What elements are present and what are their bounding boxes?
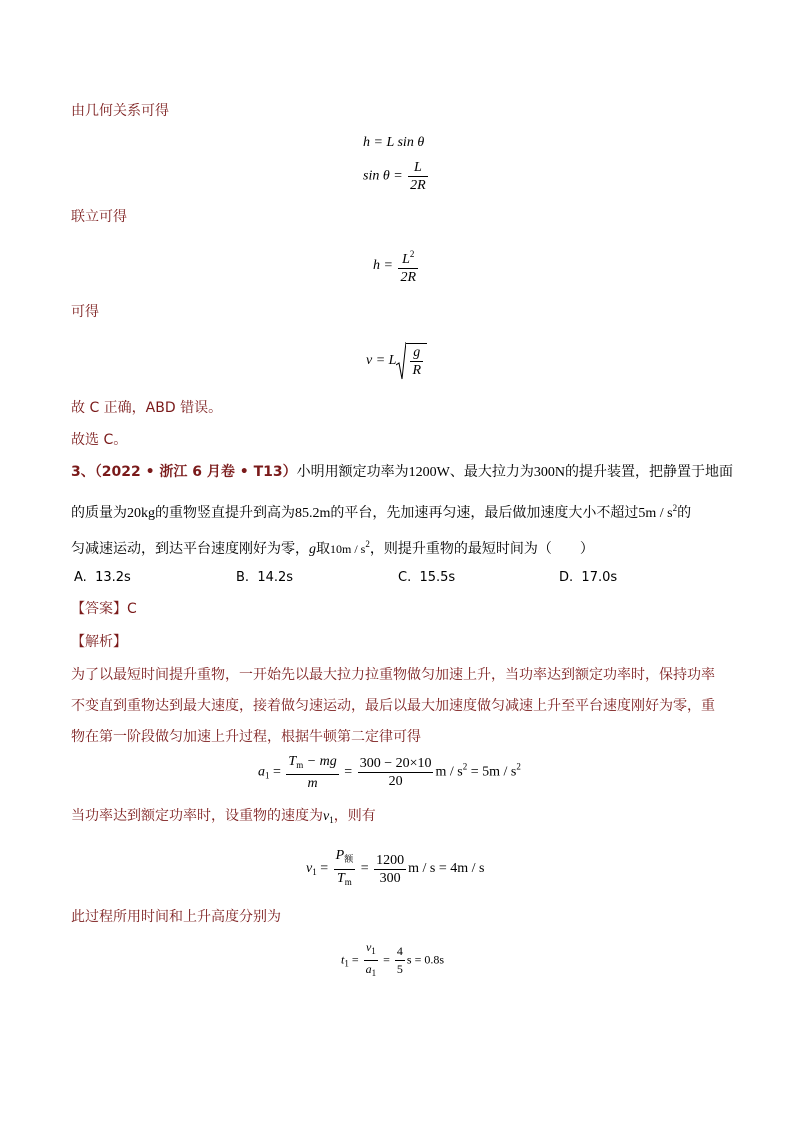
eq2-numerator: L — [408, 159, 428, 177]
eq6-rest: m / s = 4m / s — [408, 861, 485, 877]
eq5-fraction-1 — [286, 753, 338, 792]
eq3-lhs: h = — [373, 258, 393, 274]
eq6-den1-sub: m — [344, 877, 352, 887]
eq5-lhs: a — [258, 764, 265, 780]
q3-acc-sup: 2 — [672, 503, 678, 513]
q3-line1-a: 小明用额定功率为 — [296, 464, 409, 480]
question-3-line-1 — [71, 462, 733, 483]
eq2-lhs: sin θ = — [363, 168, 403, 184]
option-a-label: A. — [74, 570, 87, 585]
paragraph-thus: 可得 — [71, 304, 99, 320]
eq7-den1-sub: 1 — [371, 968, 377, 978]
option-d[interactable] — [559, 570, 617, 585]
eq4-lhs: v = L — [366, 353, 397, 369]
eq5-unit: m / s — [435, 764, 463, 780]
eq6-num2: 1200 — [376, 852, 405, 868]
q3-gval: 10m / s — [330, 542, 366, 556]
eq3-fraction — [398, 246, 418, 286]
eq5-result: = 5m / s — [470, 764, 517, 780]
eq6-num1: P — [335, 848, 345, 863]
q3-line3-b: 取 — [316, 541, 330, 557]
q3-line2-c: 的平台，先加速再匀速，最后做加速度大小不超过 — [330, 505, 639, 521]
eq6-den2: 300 — [379, 870, 401, 886]
p6-sub: 1 — [329, 815, 334, 825]
eq1-rhs: = L sin θ — [373, 135, 425, 150]
analysis-line-3: 物在第一阶段做匀加速上升过程，根据牛顿第二定律可得 — [71, 729, 421, 745]
paragraph-geometry: 由几何关系可得 — [71, 103, 169, 119]
equation-t1: $t_1$ = $\frac{v_1}{a_1}$ = $\frac{4}{5}$ s = 0.8s — [341, 939, 444, 982]
paragraph-choice: 故选 C。 — [71, 432, 128, 448]
eq7-den1: a — [365, 962, 372, 976]
eq5-num1-rest: − mg — [303, 754, 337, 769]
eq4-numerator: g — [410, 344, 423, 362]
eq6-fraction-1 — [334, 847, 356, 891]
eq7-fraction-1 — [364, 939, 379, 982]
equation-v-sqrt — [366, 341, 427, 381]
question-3-line-3 — [71, 534, 594, 560]
eq5-fraction-2 — [358, 755, 434, 790]
eq5-den2: 20 — [388, 774, 403, 789]
radical-sign-icon — [396, 341, 406, 381]
analysis-line-1: 为了以最短时间提升重物，一开始先以最大拉力拉重物做匀加速上升，当功率达到额定功率时，保持功率 — [71, 667, 715, 683]
eq3-numerator — [398, 246, 418, 269]
eq5-den1: m — [307, 776, 318, 791]
option-c-value: 15.5s — [419, 570, 456, 585]
eq7-fraction-2 — [395, 943, 405, 978]
eq5-result-sup: 2 — [516, 761, 521, 772]
q3-line1-c: 的提升装置，把静置于地面 — [564, 464, 733, 480]
eq1-lhs: h — [363, 135, 370, 150]
eq3-denominator: 2R — [400, 270, 417, 285]
p6-var: v — [323, 809, 330, 824]
q3-g: g — [309, 542, 316, 557]
eq7-lhs-sub: 1 — [344, 958, 349, 969]
eq5-num2: 300 − 20×10 — [359, 756, 432, 771]
question-3-line-2 — [71, 498, 691, 524]
eq7-lhs: t — [341, 952, 345, 967]
eq6-fraction-2 — [374, 852, 406, 887]
p6-end: ，则有 — [333, 808, 376, 824]
eq2-fraction — [408, 159, 428, 194]
q3-line3-c: ，则提升重物的最短时间为（ ） — [369, 541, 594, 557]
analysis-line-2: 不变直到重物达到最大速度，接着做匀速运动，最后以最大加速度做匀减速上升至平台速度刚好为零，重 — [71, 698, 715, 714]
q3-mass: 20kg — [127, 506, 155, 521]
q3-line2-b: 的重物竖直提升到高为 — [155, 505, 295, 521]
equation-h-l2 — [373, 246, 420, 286]
analysis-label: 【解析】 — [71, 634, 127, 650]
paragraph-power-reached — [71, 806, 376, 830]
p6-text: 当功率达到额定功率时，设重物的速度为 — [71, 808, 323, 824]
q3-line3-a: 匀减速运动，到达平台速度刚好为零， — [71, 541, 309, 557]
eq5-num1: T — [288, 754, 297, 769]
option-c-label: C. — [398, 570, 412, 585]
q3-line2-d: 的 — [677, 505, 692, 521]
eq3-num-sup: 2 — [409, 249, 415, 259]
option-d-value: 17.0s — [581, 570, 618, 585]
equation-v1: $v_1$ = $\frac{P_额}{T_m}$ = $\frac{1200}{300}$ m / s = 4m / s — [306, 847, 484, 891]
q3-height: 85.2m — [295, 506, 331, 521]
eq7-num1-sub: 1 — [371, 946, 376, 956]
eq3-num-base: L — [402, 252, 410, 267]
eq7-den2: 5 — [396, 962, 403, 976]
eq5-lhs-sub: 1 — [265, 770, 270, 781]
eq6-lhs-sub: 1 — [312, 867, 317, 878]
equation-sin-theta — [363, 159, 430, 194]
q3-power: 1200W — [408, 465, 450, 480]
eq7-num1: v — [365, 940, 372, 954]
eq2-denominator: 2R — [410, 178, 426, 193]
option-a[interactable] — [74, 570, 131, 585]
option-b-value: 14.2s — [257, 570, 294, 585]
q3-line1-b: 、最大拉力为 — [449, 464, 534, 480]
answer-line: 【答案】C — [71, 601, 137, 617]
eq7-num2: 4 — [395, 943, 405, 961]
paragraph-conclusion: 故 C 正确，ABD 错误。 — [71, 400, 223, 416]
option-b-label: B. — [236, 570, 250, 585]
equation-a1: $a_1$ = $\frac{T_m - mg}{m}$ = $\frac{300 - 20\times 10}{20}$ $m / s^2 = 5m / s^2$ — [258, 754, 521, 791]
q3-acc: 5m / s — [638, 506, 673, 521]
question-number: 3、 — [71, 464, 95, 480]
option-c[interactable] — [398, 570, 455, 585]
option-b[interactable] — [236, 570, 293, 585]
option-d-label: D. — [559, 570, 574, 585]
eq6-lhs: v — [306, 861, 313, 877]
question-source: （2022 • 浙江 6 月卷 • T13） — [94, 464, 297, 480]
eq5-num1-sub: m — [296, 760, 304, 770]
q3-line2-a: 的质量为 — [71, 505, 127, 521]
eq4-denominator: R — [412, 363, 422, 378]
equation-h-lsin — [363, 134, 424, 152]
paragraph-time-height: 此过程所用时间和上升高度分别为 — [71, 909, 281, 925]
q3-gval-sup: 2 — [365, 539, 370, 549]
option-a-value: 13.2s — [95, 570, 131, 585]
eq4-fraction — [410, 344, 423, 379]
eq6-den1: T — [337, 871, 345, 886]
eq6-num1-sub: 额 — [344, 855, 354, 865]
eq5-unit-sup: 2 — [462, 761, 468, 772]
paragraph-combine: 联立可得 — [71, 209, 127, 225]
eq7-rest: s = 0.8s — [406, 952, 445, 967]
sqrt-symbol — [396, 341, 427, 381]
q3-force: 300N — [533, 465, 565, 480]
